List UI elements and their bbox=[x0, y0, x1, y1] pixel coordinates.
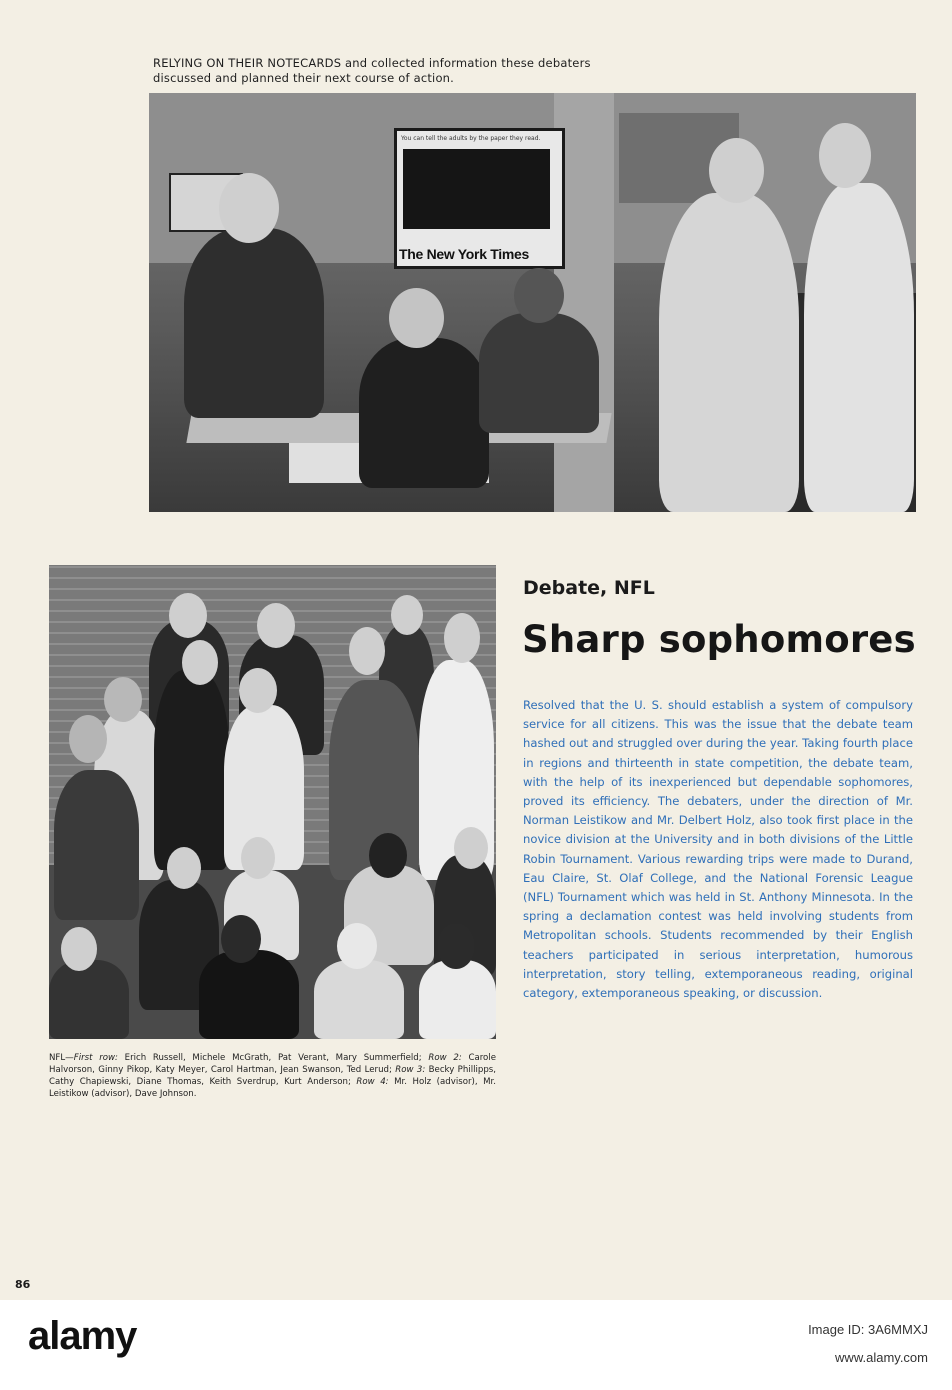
alamy-logo: alamy bbox=[28, 1314, 137, 1358]
person-head bbox=[182, 640, 218, 685]
nfl-group-photo bbox=[49, 565, 496, 1039]
person-head bbox=[167, 847, 201, 889]
article-paragraph: Resolved that the U. S. should establish a system of compulsory service for all citizens. This was the issue that the debate team hashed out and struggled over during the year. Taking fourth place in regions and thirteenth in state competition, the debate team, with the help of its inexperienced but dependable sophomores, proved its efficiency. The debaters, under the direction of Mr. Norman Leistikow and Mr. Delbert Holz, also took first place in the novice division at the University and in both divisions of the Little Robin Tournament. Various rewarding trips were made to Durand, Eau Claire, St. Olaf College, and the National Forensic League (NFL) Tournament which was held in St. Anthony Minnesota. In the spring a declamation contest was held involving students from Metropolitan schools. Students recommended by their English teachers participated in serious interpretation, humorous interpretation, story telling, extemporaneous reading, original category, extemporaneous speaking, or discussion. bbox=[523, 698, 913, 1001]
student-head bbox=[389, 288, 444, 348]
student bbox=[154, 670, 229, 870]
row-label: Row 3: bbox=[395, 1065, 426, 1075]
student-center bbox=[359, 338, 489, 488]
person-head bbox=[391, 595, 423, 635]
poster-illustration bbox=[403, 149, 550, 229]
headline: Sharp sophomores bbox=[522, 618, 916, 661]
row-label: Row 4: bbox=[356, 1077, 389, 1087]
person-head bbox=[454, 827, 488, 869]
person-head bbox=[369, 833, 407, 878]
row-names: Becky Phillipps, Cathy Chapiewski, Diane Thomas, Keith Sverdrup, Kurt Anderson; bbox=[49, 1065, 496, 1087]
person-head bbox=[169, 593, 207, 638]
row-label: Row 2: bbox=[428, 1053, 462, 1063]
debaters-photo bbox=[149, 93, 916, 512]
person-head bbox=[221, 915, 261, 963]
person-head bbox=[437, 923, 475, 969]
caption-lead: RELYING ON THEIR NOTECARDS bbox=[153, 56, 342, 70]
person-head bbox=[444, 613, 480, 663]
person-head bbox=[337, 923, 377, 969]
student bbox=[199, 950, 299, 1039]
student-back bbox=[479, 313, 599, 433]
top-photo-caption bbox=[153, 56, 613, 86]
person-head bbox=[69, 715, 107, 763]
row-names: Mr. Holz (advisor), Mr. Leistikow (advisor), Dave Johnson. bbox=[49, 1077, 496, 1099]
person-head bbox=[104, 677, 142, 722]
article-body bbox=[523, 696, 913, 1003]
newspaper-poster bbox=[394, 128, 565, 269]
site-url: www.alamy.com bbox=[835, 1350, 928, 1365]
student-seated-left bbox=[184, 228, 324, 418]
person-head bbox=[241, 837, 275, 879]
student-head bbox=[709, 138, 764, 203]
row-label: First row: bbox=[73, 1053, 118, 1063]
student bbox=[419, 960, 496, 1039]
caption-rest: and collected information these debaters discussed and planned their next course of action. bbox=[153, 56, 591, 85]
person-head bbox=[349, 627, 385, 675]
page-number: 86 bbox=[15, 1278, 31, 1291]
student-head bbox=[219, 173, 279, 243]
student bbox=[54, 770, 139, 920]
poster-title: The New York Times bbox=[399, 246, 529, 262]
student-standing-left bbox=[659, 193, 799, 512]
caption-prefix: NFL— bbox=[49, 1053, 74, 1063]
person-head bbox=[239, 668, 277, 713]
student-standing-right bbox=[804, 183, 914, 512]
student bbox=[314, 960, 404, 1039]
student-head bbox=[819, 123, 871, 188]
image-id: Image ID: 3A6MMXJ bbox=[808, 1322, 928, 1337]
poster-small-text: You can tell the adults by the paper they read. bbox=[401, 135, 541, 142]
stock-watermark-footer bbox=[0, 1300, 952, 1390]
nfl-photo-caption bbox=[49, 1052, 496, 1100]
student bbox=[49, 960, 129, 1039]
student-head bbox=[514, 268, 564, 323]
person-head bbox=[257, 603, 295, 648]
section-label: Debate, NFL bbox=[523, 577, 655, 599]
row-names: Erich Russell, Michele McGrath, Pat Verant, Mary Summerfield; bbox=[117, 1053, 429, 1063]
person-head bbox=[61, 927, 97, 971]
row-names: Carole Halvorson, Ginny Pikop, Katy Meyer, Carol Hartman, Jean Swanson, Ted Lerud; bbox=[49, 1053, 496, 1075]
